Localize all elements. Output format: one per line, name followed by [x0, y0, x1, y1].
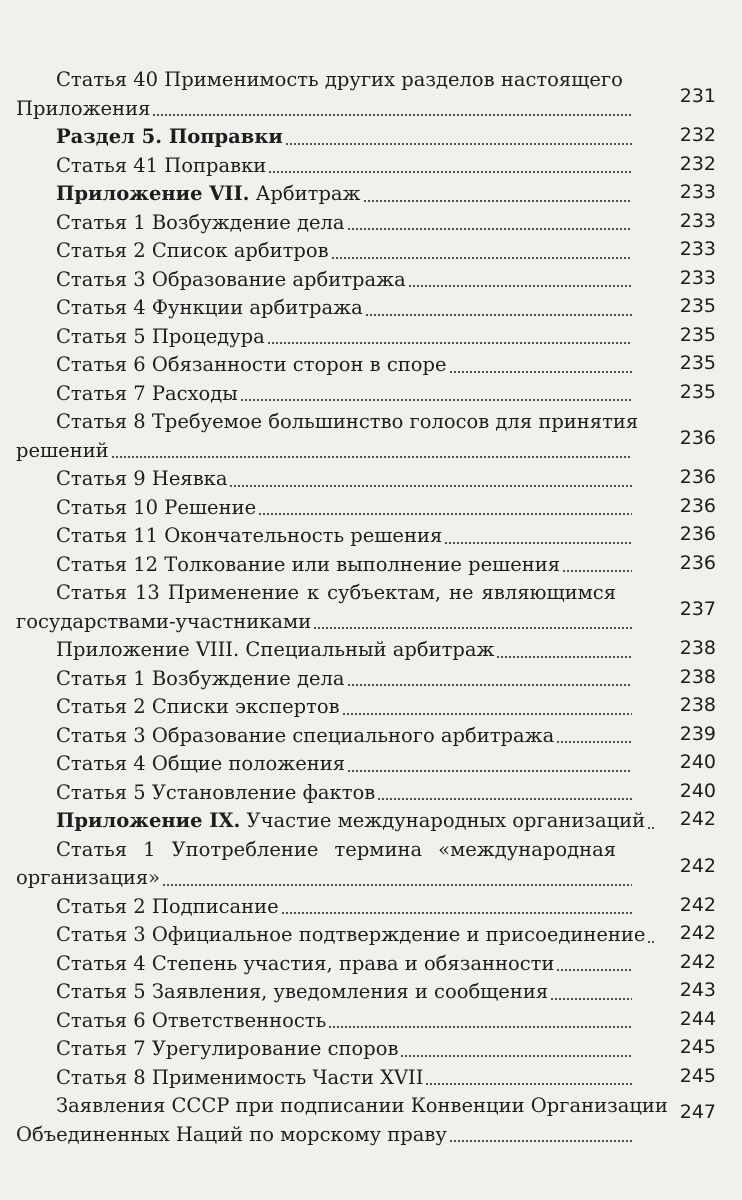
dot-leader [550, 998, 632, 1000]
toc-entry-title: Статья 4 Функции арбитража [56, 296, 363, 319]
toc-entry-title: Статья 3 Образование арбитража [56, 267, 406, 291]
page-number: 236 [679, 494, 716, 517]
toc-entry-title: Статья 4 Общие положения [56, 752, 346, 775]
dot-leader [268, 171, 632, 173]
toc-entry [16, 465, 716, 494]
page-number: 245 [679, 1036, 716, 1058]
toc-entry-title: Заявления СССР при подписании Конвенции Организации [56, 1094, 668, 1117]
dot-leader [229, 485, 632, 487]
toc-entry [16, 807, 716, 836]
toc-entry [16, 294, 716, 323]
dot-leader [347, 684, 632, 686]
toc-entry-title: Статья 3 Образование специального арбитража [56, 723, 555, 747]
page-number: 242 [679, 854, 716, 877]
page-number: 237 [679, 598, 716, 620]
toc-entry-title: Статья 3 Официальное подтверждение и присоединение [56, 923, 646, 946]
toc-entry-title: Статья 7 Урегулирование споров [56, 1037, 399, 1060]
dot-leader [240, 399, 632, 401]
dot-leader [285, 143, 632, 145]
dot-leader [347, 228, 632, 230]
toc-entry-title: Статья 2 Подписание [56, 894, 279, 918]
toc-entry-title: Статья 8 Применимость Части XVII [56, 1065, 424, 1089]
toc-entry [16, 950, 716, 979]
dot-leader [328, 1026, 632, 1028]
dot-leader [267, 342, 632, 344]
page-number: 236 [679, 523, 716, 545]
dot-leader [152, 114, 632, 116]
toc-entry-title: Статья 8 Требуемое большинство голосов для принятия [56, 410, 639, 433]
toc-entry [16, 665, 716, 694]
toc-entry [16, 152, 716, 181]
dot-leader [562, 570, 632, 572]
table-of-contents [16, 66, 716, 1149]
dot-leader [363, 200, 633, 202]
dot-leader [258, 513, 632, 515]
page-number: 235 [679, 295, 716, 317]
toc-entry [16, 693, 716, 722]
toc-entry-continuation: организация» [16, 866, 161, 889]
toc-entry [16, 1007, 716, 1036]
page-number: 231 [679, 85, 716, 107]
toc-entry-title: Статья 40 Применимость других разделов настоящего [56, 68, 623, 91]
dot-leader [556, 969, 632, 971]
page-number: 235 [679, 380, 716, 403]
toc-entry-title: Приложение VIII. Специальный арбитраж [56, 638, 495, 661]
dot-leader [444, 542, 632, 544]
toc-entry [16, 266, 716, 295]
dot-leader [162, 884, 632, 886]
page-number: 245 [679, 1064, 716, 1087]
toc-entry-title: Статья 1 Возбуждение дела [56, 666, 345, 690]
toc-entry-title: Статья 41 Поправки [56, 153, 267, 177]
toc-entry [16, 66, 716, 123]
dot-leader [449, 371, 633, 373]
toc-entry [16, 750, 716, 779]
toc-entry [16, 408, 716, 465]
page-number: 240 [679, 751, 716, 773]
page-number: 238 [679, 665, 716, 688]
toc-entry-title: Статья 7 Расходы [56, 381, 238, 405]
page-number: 232 [679, 124, 716, 146]
toc-entry [16, 209, 716, 238]
toc-entry [16, 836, 716, 893]
dot-leader [331, 257, 632, 259]
toc-entry-title: Статья 10 Решение [56, 495, 257, 519]
page-number: 242 [679, 808, 716, 830]
toc-entry [16, 1035, 716, 1064]
toc-entry-title: Статья 2 Список арбитров [56, 239, 329, 262]
toc-entry-title: Статья 9 Неявка [56, 467, 228, 490]
toc-entry [16, 380, 716, 409]
dot-leader [342, 713, 632, 715]
page-number: 233 [679, 181, 716, 203]
toc-entry-title: Статья 6 Ответственность [56, 1008, 327, 1032]
toc-entry [16, 551, 716, 580]
toc-entry-title: Раздел 5. Поправки [56, 125, 283, 148]
toc-entry-continuation: Объединенных Наций по морскому праву [16, 1122, 447, 1146]
page-number: 236 [679, 427, 716, 449]
dot-leader [496, 656, 632, 658]
page-number: 247 [679, 1101, 716, 1123]
page-number: 236 [679, 551, 716, 574]
page-number: 233 [679, 238, 716, 260]
toc-entry [16, 522, 716, 551]
page-number: 242 [679, 950, 716, 973]
toc-entry-title: Статья 5 Процедура [56, 324, 265, 348]
page-number: 238 [679, 694, 716, 716]
toc-entry [16, 779, 716, 808]
toc-entry-title: Статья 5 Установление фактов [56, 780, 376, 804]
page-number: 236 [679, 466, 716, 488]
toc-entry-title: Статья 13 Применение к субъектам, не являющимся [56, 581, 616, 604]
dot-leader [400, 1055, 632, 1057]
toc-entry-title: Участие международных организаций [240, 809, 646, 832]
page-number: 232 [679, 152, 716, 175]
toc-entry [16, 636, 716, 665]
dot-leader [556, 741, 632, 743]
toc-entry [16, 180, 716, 209]
toc-entry-title: Статья 1 Употребление термина «международная [56, 837, 616, 861]
toc-entry-title: Приложение VII. [56, 182, 250, 205]
toc-entry [16, 579, 716, 636]
toc-entry [16, 494, 716, 523]
page-number: 244 [679, 1007, 716, 1030]
page-number: 238 [679, 637, 716, 659]
dot-leader [425, 1083, 632, 1085]
dot-leader [365, 314, 632, 316]
page-number: 240 [679, 779, 716, 802]
page-number: 233 [679, 266, 716, 289]
toc-entry-title: Статья 5 Заявления, уведомления и сообщения [56, 980, 549, 1003]
page-number: 235 [679, 323, 716, 346]
dot-leader [111, 456, 632, 458]
page-number: 239 [679, 722, 716, 745]
page-number: 242 [679, 922, 716, 944]
dot-leader [347, 770, 632, 772]
toc-entry-continuation: решений [16, 438, 109, 462]
page-number: 233 [679, 209, 716, 232]
toc-entry [16, 123, 716, 152]
toc-entry [16, 893, 716, 922]
dot-leader [313, 627, 632, 629]
toc-entry-title: Арбитраж [249, 182, 361, 205]
toc-entry-continuation: государствами-участниками [16, 609, 312, 633]
toc-entry [16, 1064, 716, 1093]
toc-entry-title: Приложение IX. [56, 809, 241, 832]
toc-entry [16, 921, 716, 950]
dot-leader [377, 798, 632, 800]
toc-entry-title: Статья 12 Толкование или выполнение решения [56, 552, 561, 576]
dot-leader [281, 912, 632, 914]
toc-entry [16, 351, 716, 380]
page-number: 235 [679, 352, 716, 374]
dot-leader [408, 285, 632, 287]
toc-entry [16, 722, 716, 751]
toc-entry [16, 237, 716, 266]
toc-entry-title: Статья 4 Степень участия, права и обязанности [56, 951, 555, 975]
toc-entry-continuation: Приложения [16, 96, 151, 120]
toc-entry-title: Статья 11 Окончательность решения [56, 524, 443, 547]
page-number: 242 [679, 893, 716, 916]
page-number: 243 [679, 979, 716, 1001]
toc-entry [16, 1092, 716, 1149]
toc-entry [16, 978, 716, 1007]
toc-entry-title: Статья 6 Обязанности сторон в споре [56, 353, 447, 376]
toc-entry-title: Статья 2 Списки экспертов [56, 695, 340, 718]
dot-leader [449, 1140, 632, 1142]
toc-entry-title: Статья 1 Возбуждение дела [56, 210, 345, 234]
toc-entry [16, 323, 716, 352]
